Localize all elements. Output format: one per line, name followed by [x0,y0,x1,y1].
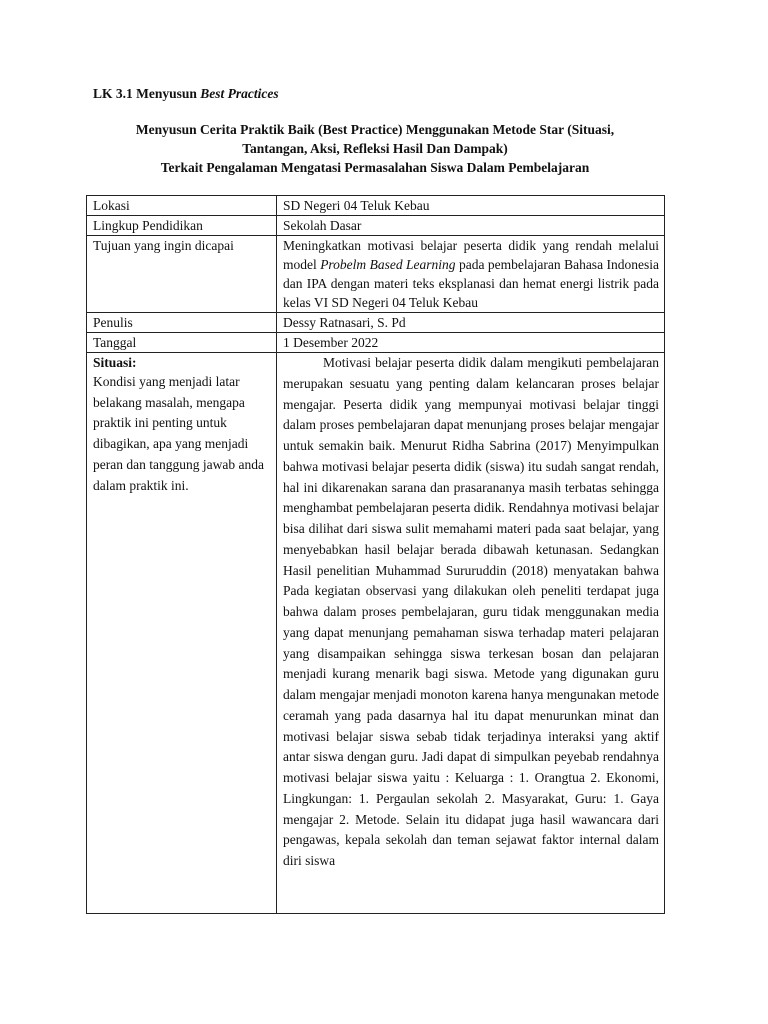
table-row-lokasi [87,196,665,216]
best-practice-table [86,195,665,914]
worksheet-heading [93,86,279,102]
document-title [86,120,664,177]
table-row-lingkup [87,216,665,236]
table-row-penulis [87,313,665,333]
title-line-1: Menyusun Cerita Praktik Baik (Best Practice) Menggunakan Metode Star (Situasi, [135,122,615,137]
tanggal-label: Tanggal [87,333,277,353]
table-row-tujuan [87,236,665,313]
situasi-label-cell [87,353,277,914]
title-line-3: Terkait Pengalaman Mengatasi Permasalahan Siswa Dalam Pembelajaran [160,160,590,175]
situasi-body: Motivasi belajar peserta didik dalam mengikuti pembelajaran merupakan sesuatu yang penting dalam kelancaran proses belajar mengajar. Peserta didik yang mempunyai motivasi belajar tinggi dalam proses pembelajaran dapat menunjang proses belajar mengajar untuk semakin baik. Menurut Ridha Sabrina (2017) Menyimpulkan bahwa motivasi belajar peserta didik (siswa) itu sudah sangat rendah, hal ini dikarenakan sarana dan prasarananya masih terbatas sehingga menghambat pembelajaran peserta didik. Rendahnya motivasi belajar bisa dilihat dari siswa sulit memahami materi pada saat belajar, yang menyebabkan hasil belajar berada dibawah ketunasan. Sedangkan Hasil penelitian Muhammad Sururuddin (2018) menyatakan bahwa Pada kegiatan observasi yang dilakukan oleh peneliti terdapat juga bahwa dalam proses pembelajaran, guru tidak menggunakan media yang dapat menunjang pemahaman siswa terhadap materi pelajaran yang disampaikan sehingga siswa terkesan bosan dan pelajaran menjadi kurang menarik bagi siswa. Metode yang digunakan guru dalam mengajar menjadi monoton karena hanya mengunakan metode ceramah yang pada dasarnya hal itu dapat menurunkan minat dan motivasi belajar siswa sebab tidak terjadinya interaksi yang aktif antar siswa dengan guru. Jadi dapat di simpulkan peyebab rendahnya motivasi belajar siswa yaitu : Keluarga : 1. Orangtua 2. Ekonomi, Lingkungan: 1. Pergaulan sekolah 2. Masyarakat, Guru: 1. Gaya mengajar 2. Metode. Selain itu didapat juga hasil wawancara dari pengawas, kepala sekolah dan teman sejawat faktor internal dalam diri siswa [283,355,659,868]
tujuan-value-model: Probelm Based Learning [320,257,456,272]
situasi-value-cell [277,353,665,914]
tujuan-label: Tujuan yang ingin dicapai [87,236,277,313]
tujuan-value [277,236,665,313]
worksheet-heading-prefix: LK 3.1 Menyusun [93,86,201,101]
situasi-label: Situasi: [93,355,137,370]
title-line-2: Tantangan, Aksi, Refleksi Hasil Dan Dampak) [242,141,508,156]
worksheet-heading-italic: Best Practices [200,86,279,101]
lingkup-value: Sekolah Dasar [277,216,665,236]
lingkup-label: Lingkup Pendidikan [87,216,277,236]
penulis-value: Dessy Ratnasari, S. Pd [277,313,665,333]
tanggal-value: 1 Desember 2022 [277,333,665,353]
table-row-situasi [87,353,665,914]
lokasi-value: SD Negeri 04 Teluk Kebau [277,196,665,216]
situasi-description: Kondisi yang menjadi latar belakang masalah, mengapa praktik ini penting untuk dibagikan, apa yang menjadi peran dan tanggung jawab anda dalam praktik ini. [93,374,264,493]
tujuan-value-end: pada pembelajaran Bahasa Indonesia dan IPA dengan materi teks eksplanasi dan hemat energi listrik pada kelas VI SD Negeri 04 Teluk Kebau [283,257,659,310]
tujuan-value-start: Meningkatkan motivasi belajar peserta didik yang rendah melalui model [283,238,659,272]
table-row-tanggal [87,333,665,353]
penulis-label: Penulis [87,313,277,333]
lokasi-label: Lokasi [87,196,277,216]
